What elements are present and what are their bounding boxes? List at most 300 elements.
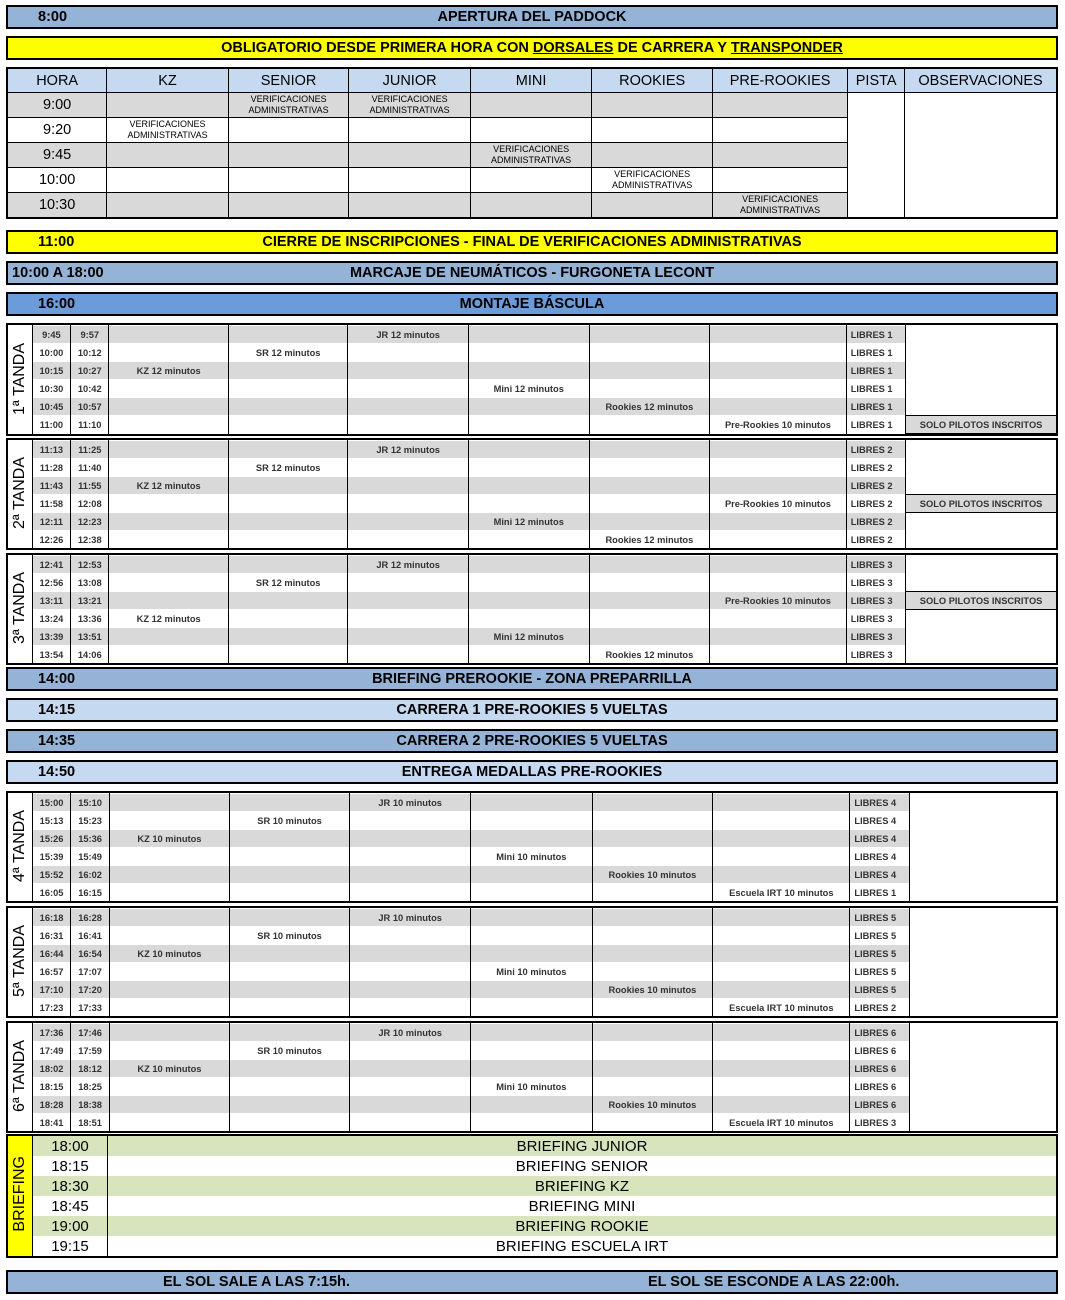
verification-time: 9:45: [7, 143, 107, 168]
category-cell: [710, 326, 847, 344]
pista-cell: LIBRES 4: [850, 866, 910, 884]
observaciones-cell: [906, 344, 1056, 362]
briefing-time: 19:15: [51, 1237, 89, 1255]
category-cell: KZ 12 minutos: [109, 477, 228, 495]
category-cell: [350, 830, 471, 848]
session-table: [8, 1023, 1056, 1131]
start-time: 10:30: [32, 380, 70, 398]
verification-cell: [228, 193, 349, 219]
category-cell: [468, 531, 589, 549]
pista-cell: LIBRES 4: [850, 794, 910, 812]
start-time: 12:11: [32, 513, 70, 531]
column-header: PRE-ROOKIES: [712, 68, 847, 93]
category-cell: [468, 610, 589, 628]
category-cell: Rookies 12 minutos: [589, 398, 710, 416]
category-cell: [109, 326, 228, 344]
pista-cell: LIBRES 4: [850, 830, 910, 848]
start-time: 12:41: [32, 556, 70, 574]
category-cell: [229, 1060, 349, 1078]
event-label: CIERRE DE INSCRIPCIONES - FINAL DE VERIFICACIONES ADMINISTRATIVAS: [262, 234, 802, 250]
category-cell: [109, 531, 228, 549]
end-time: 17:59: [71, 1042, 110, 1060]
notice-bar: [6, 36, 1058, 60]
category-cell: [710, 513, 847, 531]
end-time: 13:36: [71, 610, 109, 628]
category-cell: [710, 398, 847, 416]
session-row: [8, 812, 1056, 830]
verification-cell: [470, 143, 592, 168]
category-cell: [713, 963, 850, 981]
pista-cell: LIBRES 3: [846, 592, 905, 610]
category-cell: [592, 812, 713, 830]
category-cell: [589, 459, 710, 477]
verification-cell: [349, 118, 471, 143]
verification-cell: [592, 118, 713, 143]
category-cell: KZ 10 minutos: [109, 830, 229, 848]
category-cell: [592, 1114, 713, 1132]
category-cell: [592, 884, 713, 902]
start-time: 10:00: [32, 344, 70, 362]
category-cell: [350, 1060, 471, 1078]
category-cell: [228, 592, 348, 610]
category-cell: [350, 999, 471, 1017]
verification-time: 9:00: [7, 93, 107, 118]
end-time: 10:12: [71, 344, 109, 362]
end-time: 18:12: [71, 1060, 110, 1078]
category-cell: [109, 848, 229, 866]
end-time: 15:10: [71, 794, 110, 812]
category-cell: [713, 812, 850, 830]
category-cell: [468, 362, 589, 380]
category-cell: [229, 794, 349, 812]
end-time: 14:06: [71, 646, 109, 664]
category-cell: Mini 10 minutos: [471, 848, 592, 866]
verification-cell: [592, 168, 713, 193]
category-cell: Mini 10 minutos: [471, 963, 592, 981]
end-time: 11:40: [71, 459, 109, 477]
end-time: 17:07: [71, 963, 110, 981]
category-cell: Pre-Rookies 10 minutos: [710, 592, 847, 610]
session-row: [8, 963, 1056, 981]
session-row: [8, 628, 1056, 646]
category-cell: [710, 556, 847, 574]
category-cell: Escuela IRT 10 minutos: [713, 1114, 850, 1132]
session-row: [8, 574, 1056, 592]
category-cell: [589, 416, 710, 434]
verification-cell: [228, 168, 349, 193]
category-cell: Rookies 12 minutos: [589, 646, 710, 664]
category-cell: [468, 441, 589, 459]
briefing-label-cell: [8, 1136, 33, 1256]
category-cell: [468, 398, 589, 416]
start-time: 11:13: [32, 441, 70, 459]
start-time: 16:44: [32, 945, 71, 963]
category-cell: [350, 1114, 471, 1132]
briefing-row: [8, 1176, 1056, 1196]
category-cell: JR 12 minutos: [348, 326, 468, 344]
category-cell: [589, 610, 710, 628]
verification-cell: [228, 118, 349, 143]
category-cell: [592, 927, 713, 945]
start-time: 17:10: [32, 981, 71, 999]
session-row: [8, 830, 1056, 848]
session-row: [8, 380, 1056, 398]
session-title: 6ª TANDA: [10, 1040, 28, 1113]
category-cell: [109, 884, 229, 902]
briefing-time: 18:00: [33, 1136, 108, 1156]
observaciones-cell: [909, 1096, 1056, 1114]
category-cell: [592, 1078, 713, 1096]
category-cell: [471, 866, 592, 884]
observaciones-cell: [909, 794, 1056, 812]
event-briefing-prerookie: [6, 667, 1058, 691]
category-cell: [471, 812, 592, 830]
session-row: [8, 495, 1056, 513]
category-cell: [592, 999, 713, 1017]
category-cell: [348, 344, 468, 362]
category-cell: [228, 326, 348, 344]
pista-cell: LIBRES 3: [846, 574, 905, 592]
pista-cell: LIBRES 2: [846, 459, 905, 477]
start-time: 18:28: [32, 1096, 71, 1114]
category-cell: [710, 477, 847, 495]
category-cell: SR 12 minutos: [228, 574, 348, 592]
category-cell: [228, 610, 348, 628]
category-cell: [348, 398, 468, 416]
event-time: 11:00: [38, 234, 75, 250]
observaciones-cell: [909, 909, 1056, 927]
verification-cell: [592, 193, 713, 219]
category-cell: [468, 495, 589, 513]
session-row: [8, 344, 1056, 362]
event-time: 14:15: [38, 702, 76, 718]
session-row: [8, 794, 1056, 812]
category-cell: Mini 12 minutos: [468, 513, 589, 531]
pista-cell: LIBRES 1: [846, 362, 905, 380]
observaciones-cell: [909, 945, 1056, 963]
category-cell: [710, 441, 847, 459]
category-cell: [713, 830, 850, 848]
category-cell: SR 10 minutos: [229, 927, 349, 945]
pista-cell: LIBRES 6: [850, 1078, 910, 1096]
verification-cell: [712, 168, 847, 193]
category-cell: [589, 495, 710, 513]
pista-cell: LIBRES 5: [850, 981, 910, 999]
session-row: [8, 848, 1056, 866]
category-cell: [348, 362, 468, 380]
observaciones-cell: [909, 848, 1056, 866]
end-time: 16:28: [71, 909, 110, 927]
session-title: 3ª TANDA: [10, 572, 28, 645]
column-header: OBSERVACIONES: [905, 68, 1057, 93]
briefing-text: BRIEFING MINI: [108, 1196, 1057, 1216]
category-cell: [109, 592, 228, 610]
category-cell: [229, 1078, 349, 1096]
category-cell: [109, 646, 228, 664]
category-cell: [109, 1078, 229, 1096]
session-row: [8, 945, 1056, 963]
category-cell: [109, 628, 228, 646]
category-cell: SR 12 minutos: [228, 459, 348, 477]
column-header: JUNIOR: [349, 68, 471, 93]
category-cell: Mini 12 minutos: [468, 380, 589, 398]
observaciones-cell: [906, 459, 1056, 477]
category-cell: [229, 909, 349, 927]
pista-cell: LIBRES 1: [846, 398, 905, 416]
verification-cell: [349, 93, 471, 118]
verification-cell: [470, 93, 592, 118]
category-cell: [109, 380, 228, 398]
category-cell: [229, 1096, 349, 1114]
observaciones-cell: [906, 477, 1056, 495]
end-time: 13:08: [71, 574, 109, 592]
category-cell: [713, 981, 850, 999]
category-cell: [589, 592, 710, 610]
category-cell: [228, 628, 348, 646]
category-cell: JR 12 minutos: [348, 556, 468, 574]
verification-cell: [349, 193, 471, 219]
verification-time: 10:00: [7, 168, 107, 193]
category-cell: JR 12 minutos: [348, 441, 468, 459]
category-cell: [710, 531, 847, 549]
session-row: [8, 981, 1056, 999]
session-row: [8, 326, 1056, 344]
event-marcaje: [6, 261, 1058, 285]
category-cell: [713, 1060, 850, 1078]
category-cell: [589, 362, 710, 380]
end-time: 16:41: [71, 927, 110, 945]
session-title: 1ª TANDA: [10, 342, 28, 415]
verification-label: VERIFICACIONES ADMINISTRATIVAS: [369, 94, 450, 115]
session-row: [8, 1114, 1056, 1132]
category-cell: [109, 459, 228, 477]
category-cell: Escuela IRT 10 minutos: [713, 999, 850, 1017]
category-cell: SR 10 minutos: [229, 1042, 349, 1060]
category-cell: SR 12 minutos: [228, 344, 348, 362]
start-time: 11:00: [32, 416, 70, 434]
briefing-text: BRIEFING ROOKIE: [108, 1216, 1057, 1236]
verification-cell: [107, 118, 229, 143]
end-time: 12:53: [71, 556, 109, 574]
observaciones-cell: [906, 531, 1056, 549]
category-cell: [471, 794, 592, 812]
end-time: 17:46: [71, 1024, 110, 1042]
pista-cell: LIBRES 2: [846, 477, 905, 495]
category-cell: [713, 927, 850, 945]
briefing-row: [8, 1236, 1056, 1256]
category-cell: [471, 927, 592, 945]
observaciones-cell: [909, 1060, 1056, 1078]
session-block: [6, 791, 1058, 903]
verification-cell: [107, 143, 229, 168]
observaciones-cell: [909, 812, 1056, 830]
pista-cell: LIBRES 1: [846, 344, 905, 362]
pista-cell: LIBRES 3: [846, 628, 905, 646]
observaciones-cell: [909, 1078, 1056, 1096]
briefing-row: [8, 1136, 1056, 1156]
sunrise-text: EL SOL SALE A LAS 7:15h.: [163, 1274, 350, 1290]
session-title-cell: [8, 1024, 32, 1132]
session-title: 4ª TANDA: [10, 810, 28, 883]
column-header: KZ: [107, 68, 229, 93]
pista-cell: LIBRES 3: [846, 610, 905, 628]
category-cell: [350, 1042, 471, 1060]
category-cell: [109, 398, 228, 416]
category-cell: [592, 909, 713, 927]
session-block: [6, 906, 1058, 1018]
pista-cell: LIBRES 5: [850, 963, 910, 981]
end-time: 11:10: [71, 416, 109, 434]
start-time: 17:36: [32, 1024, 71, 1042]
briefing-time: 18:45: [51, 1197, 89, 1215]
category-cell: [592, 963, 713, 981]
category-cell: Pre-Rookies 10 minutos: [710, 416, 847, 434]
event-time: 14:00: [38, 671, 76, 687]
category-cell: [471, 1060, 592, 1078]
event-label: MARCAJE DE NEUMÁTICOS - FURGONETA LECONT: [349, 265, 715, 281]
category-cell: [468, 592, 589, 610]
event-time: 10:00 A 18:00: [12, 265, 104, 281]
verification-cell: [349, 143, 471, 168]
start-time: 15:39: [32, 848, 71, 866]
session-row: [8, 1042, 1056, 1060]
start-time: 16:18: [32, 909, 71, 927]
start-time: 12:26: [32, 531, 70, 549]
session-row: [8, 999, 1056, 1017]
verification-cell: [470, 193, 592, 219]
event-bascula: [6, 292, 1058, 316]
category-cell: [710, 344, 847, 362]
start-time: 18:15: [32, 1078, 71, 1096]
verification-cell: [107, 168, 229, 193]
pista-cell: LIBRES 2: [846, 495, 905, 513]
category-cell: [229, 848, 349, 866]
start-time: 18:02: [32, 1060, 71, 1078]
category-cell: [348, 574, 468, 592]
end-time: 18:38: [71, 1096, 110, 1114]
session-row: [8, 1060, 1056, 1078]
observaciones-cell: [909, 963, 1056, 981]
category-cell: [713, 1042, 850, 1060]
pista-cell: LIBRES 4: [850, 812, 910, 830]
category-cell: SR 10 minutos: [229, 812, 349, 830]
category-cell: Mini 12 minutos: [468, 628, 589, 646]
observaciones-cell: SOLO PILOTOS INSCRITOS: [906, 592, 1056, 610]
verification-cell: [470, 168, 592, 193]
pista-cell: LIBRES 2: [850, 999, 910, 1017]
category-cell: [589, 628, 710, 646]
category-cell: [229, 945, 349, 963]
category-cell: [592, 1060, 713, 1078]
session-row: [8, 556, 1056, 574]
start-time: 12:56: [32, 574, 70, 592]
category-cell: [350, 866, 471, 884]
session-row: [8, 927, 1056, 945]
pista-cell: LIBRES 1: [850, 884, 910, 902]
column-header: MINI: [470, 68, 592, 93]
category-cell: [348, 495, 468, 513]
observaciones-cell: [906, 628, 1056, 646]
category-cell: [229, 999, 349, 1017]
start-time: 17:49: [32, 1042, 71, 1060]
pista-cell: LIBRES 3: [846, 646, 905, 664]
session-title: 5ª TANDA: [10, 925, 28, 998]
category-cell: [589, 344, 710, 362]
end-time: 10:57: [71, 398, 109, 416]
session-row: [8, 416, 1056, 434]
category-cell: [713, 1096, 850, 1114]
pista-cell: LIBRES 1: [846, 326, 905, 344]
category-cell: Rookies 12 minutos: [589, 531, 710, 549]
session-block: [6, 438, 1058, 550]
pista-cell: LIBRES 1: [846, 416, 905, 434]
category-cell: [348, 646, 468, 664]
event-carrera-1: [6, 698, 1058, 722]
observaciones-cell: [909, 1114, 1056, 1132]
category-cell: [468, 344, 589, 362]
paddock-bar: [6, 5, 1058, 29]
end-time: 16:02: [71, 866, 110, 884]
pista-cell: LIBRES 5: [850, 927, 910, 945]
category-cell: [471, 1024, 592, 1042]
category-cell: [109, 1114, 229, 1132]
pista-cell: LIBRES 6: [850, 1042, 910, 1060]
category-cell: KZ 10 minutos: [109, 1060, 229, 1078]
end-time: 15:23: [71, 812, 110, 830]
category-cell: [228, 362, 348, 380]
category-cell: [710, 459, 847, 477]
start-time: 13:24: [32, 610, 70, 628]
observaciones-cell: [906, 610, 1056, 628]
category-cell: [592, 848, 713, 866]
verification-cell: [349, 168, 471, 193]
briefing-row: [8, 1216, 1056, 1236]
category-cell: [348, 592, 468, 610]
category-cell: [592, 1042, 713, 1060]
start-time: 16:57: [32, 963, 71, 981]
verification-cell: [592, 93, 713, 118]
observaciones-cell: [906, 380, 1056, 398]
briefing-label: BRIEFING: [11, 1156, 28, 1232]
end-time: 12:23: [71, 513, 109, 531]
observaciones-cell: [909, 830, 1056, 848]
category-cell: [109, 1096, 229, 1114]
category-cell: [228, 495, 348, 513]
end-time: 11:25: [71, 441, 109, 459]
category-cell: [350, 981, 471, 999]
category-cell: [228, 477, 348, 495]
end-time: 11:55: [71, 477, 109, 495]
paddock-time: 8:00: [38, 9, 68, 25]
category-cell: [589, 380, 710, 398]
category-cell: [471, 1096, 592, 1114]
category-cell: [713, 794, 850, 812]
column-header: PISTA: [848, 68, 905, 93]
category-cell: [471, 909, 592, 927]
start-time: 15:52: [32, 866, 71, 884]
category-cell: [109, 495, 228, 513]
end-time: 10:42: [71, 380, 109, 398]
category-cell: [471, 999, 592, 1017]
category-cell: [109, 927, 229, 945]
sunset-text: EL SOL SE ESCONDE A LAS 22:00h.: [648, 1274, 900, 1290]
observaciones-cell: [906, 398, 1056, 416]
category-cell: [348, 477, 468, 495]
category-cell: [710, 628, 847, 646]
category-cell: [229, 884, 349, 902]
category-cell: [589, 477, 710, 495]
observaciones-cell: [906, 362, 1056, 380]
